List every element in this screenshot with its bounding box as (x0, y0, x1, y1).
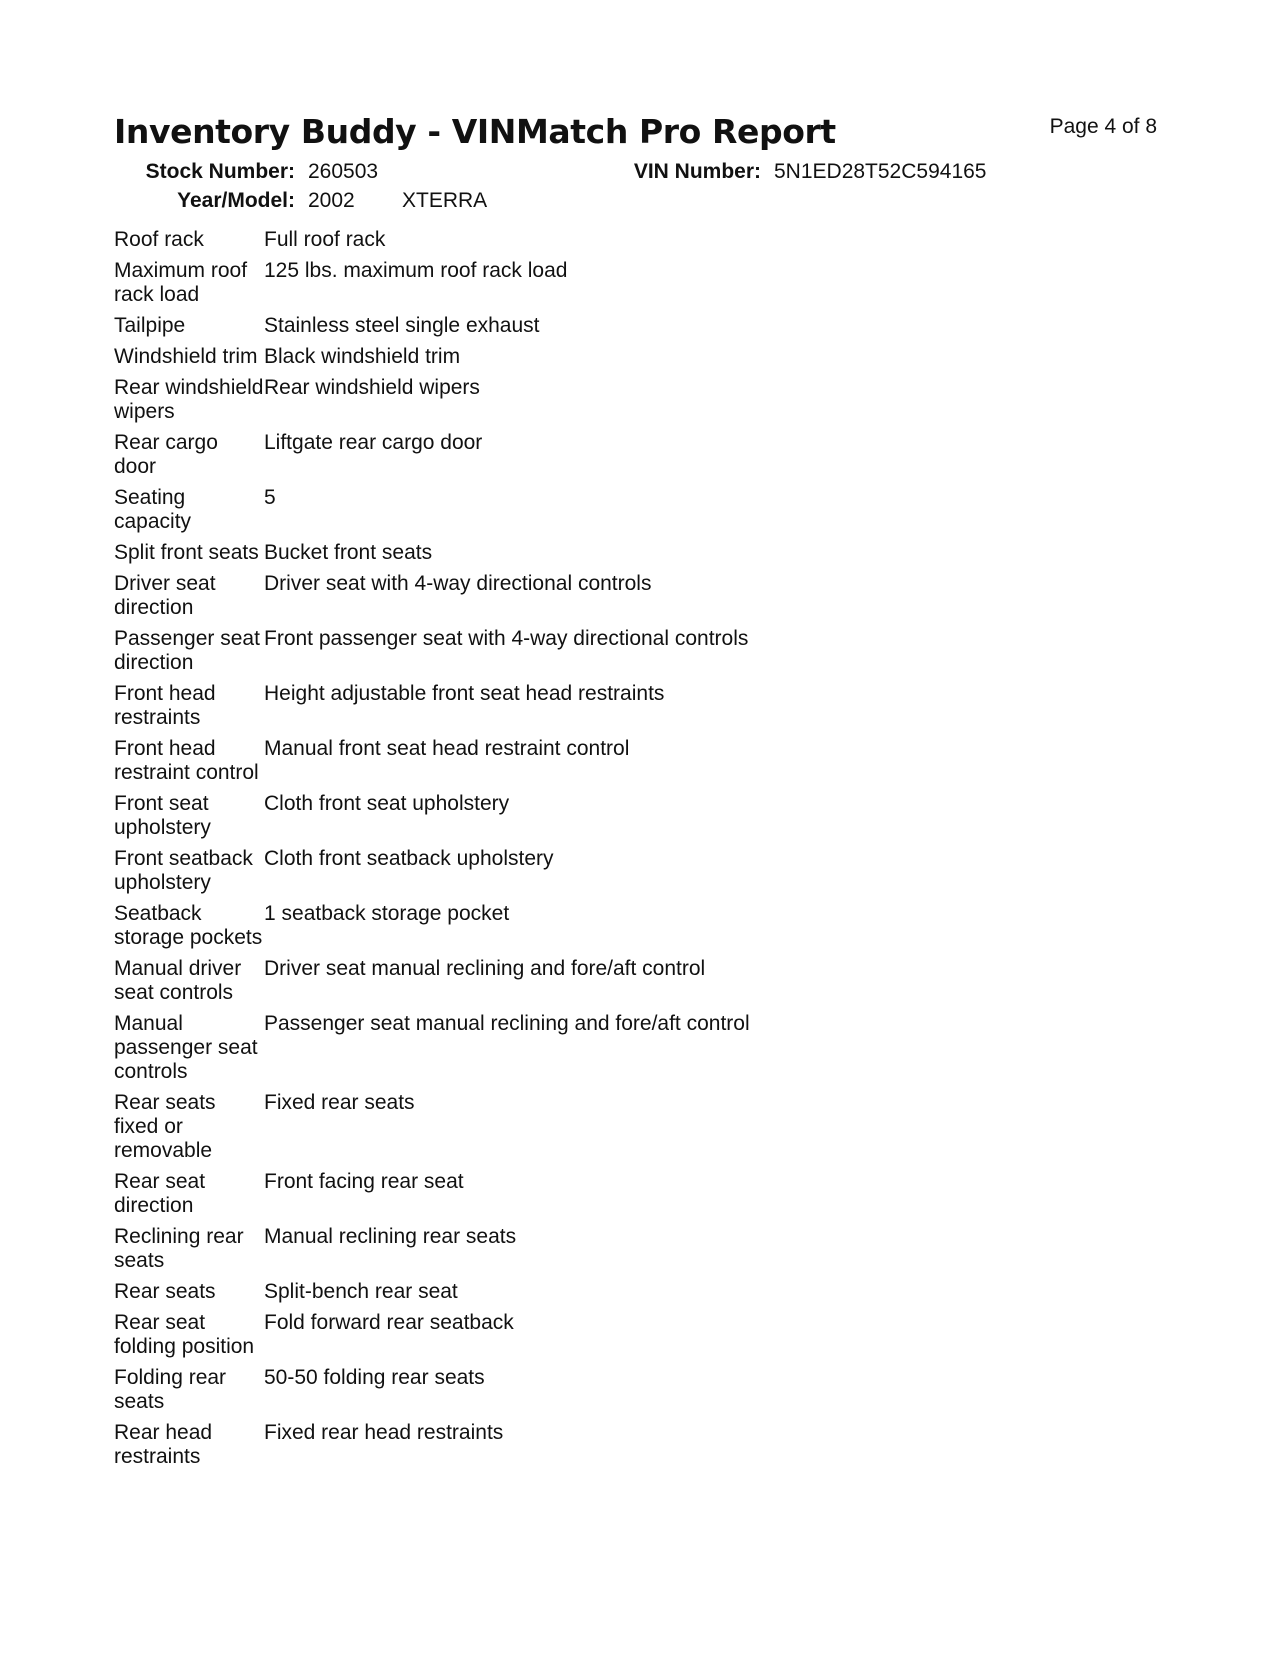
spec-label: Rear seats (114, 1280, 216, 1303)
spec-value: Split-bench rear seat (264, 1280, 458, 1303)
vin-number-label: VIN Number: (633, 160, 761, 183)
spec-row (114, 1170, 750, 1225)
spec-row (114, 1366, 750, 1421)
spec-row (114, 1012, 750, 1091)
spec-value: Driver seat with 4-way directional controls (264, 572, 652, 595)
spec-label: Manual passenger seat controls (114, 1012, 258, 1083)
spec-label: Rear head restraints (114, 1421, 213, 1468)
spec-row (114, 627, 750, 682)
spec-value: Front facing rear seat (264, 1170, 464, 1193)
spec-row (114, 902, 750, 957)
spec-value: Bucket front seats (264, 541, 433, 564)
spec-value: Rear windshield wipers (264, 376, 480, 399)
spec-label: Split front seats (114, 541, 259, 564)
spec-label: Seating capacity (114, 486, 192, 533)
spec-value: Black windshield trim (264, 345, 461, 368)
stock-number-label: Stock Number: (145, 160, 295, 183)
spec-value: Cloth front seatback upholstery (264, 847, 554, 870)
spec-row (114, 957, 750, 1012)
spec-value: Stainless steel single exhaust (264, 314, 540, 337)
spec-label: Rear seat direction (114, 1170, 206, 1217)
year-model-label: Year/Model: (177, 189, 295, 212)
spec-label: Front seatback upholstery (114, 847, 253, 894)
spec-row (114, 376, 750, 431)
spec-label: Folding rear seats (114, 1366, 227, 1413)
spec-label: Tailpipe (114, 314, 186, 337)
spec-value: Driver seat manual reclining and fore/aft control (264, 957, 706, 980)
spec-label: Rear seat folding position (114, 1311, 255, 1358)
spec-row (114, 431, 750, 486)
stock-number-value: 260503 (308, 160, 379, 183)
spec-row (114, 737, 750, 792)
spec-label: Manual driver seat controls (114, 957, 242, 1004)
year-value: 2002 (308, 189, 355, 212)
spec-value: 5 (264, 486, 276, 509)
spec-row (114, 847, 750, 902)
spec-row (114, 792, 750, 847)
spec-row (114, 486, 750, 541)
spec-row (114, 314, 750, 345)
spec-label: Rear cargo door (114, 431, 218, 478)
spec-row (114, 345, 750, 376)
spec-row (114, 1091, 750, 1170)
vin-number-value: 5N1ED28T52C594165 (774, 160, 987, 183)
spec-value: Liftgate rear cargo door (264, 431, 483, 454)
spec-row (114, 1280, 750, 1311)
spec-label: Roof rack (114, 228, 204, 251)
spec-label: Driver seat direction (114, 572, 216, 619)
spec-value: Manual reclining rear seats (264, 1225, 517, 1248)
spec-label: Windshield trim (114, 345, 258, 368)
report-title: Inventory Buddy - VINMatch Pro Report (114, 112, 836, 151)
spec-value: Front passenger seat with 4-way directional controls (264, 627, 749, 650)
spec-row (114, 541, 750, 572)
spec-label: Seatback storage pockets (114, 902, 263, 949)
spec-row (114, 1421, 750, 1476)
spec-row (114, 228, 750, 259)
spec-value: Passenger seat manual reclining and fore/aft control (264, 1012, 750, 1035)
spec-value: 125 lbs. maximum roof rack load (264, 259, 568, 282)
spec-row (114, 572, 750, 627)
spec-label: Reclining rear seats (114, 1225, 244, 1272)
spec-row (114, 1311, 750, 1366)
spec-value: Manual front seat head restraint control (264, 737, 630, 760)
spec-row (114, 682, 750, 737)
model-value: XTERRA (402, 189, 488, 212)
spec-label: Rear windshield wipers (114, 376, 264, 423)
spec-label: Rear seats fixed or removable (114, 1091, 216, 1162)
spec-value: Fold forward rear seatback (264, 1311, 514, 1334)
spec-value: Fixed rear head restraints (264, 1421, 504, 1444)
spec-value: Full roof rack (264, 228, 386, 251)
spec-row (114, 259, 750, 314)
spec-label: Front seat upholstery (114, 792, 211, 839)
spec-label: Front head restraints (114, 682, 216, 729)
spec-value: Cloth front seat upholstery (264, 792, 510, 815)
spec-value: Fixed rear seats (264, 1091, 415, 1114)
page-number: Page 4 of 8 (1049, 115, 1157, 138)
spec-value: Height adjustable front seat head restraints (264, 682, 665, 705)
spec-label: Maximum roof rack load (114, 259, 248, 306)
spec-table (114, 228, 750, 1476)
spec-value: 1 seatback storage pocket (264, 902, 510, 925)
spec-label: Front head restraint control (114, 737, 259, 784)
spec-value: 50-50 folding rear seats (264, 1366, 485, 1389)
spec-row (114, 1225, 750, 1280)
spec-label: Passenger seat direction (114, 627, 260, 674)
